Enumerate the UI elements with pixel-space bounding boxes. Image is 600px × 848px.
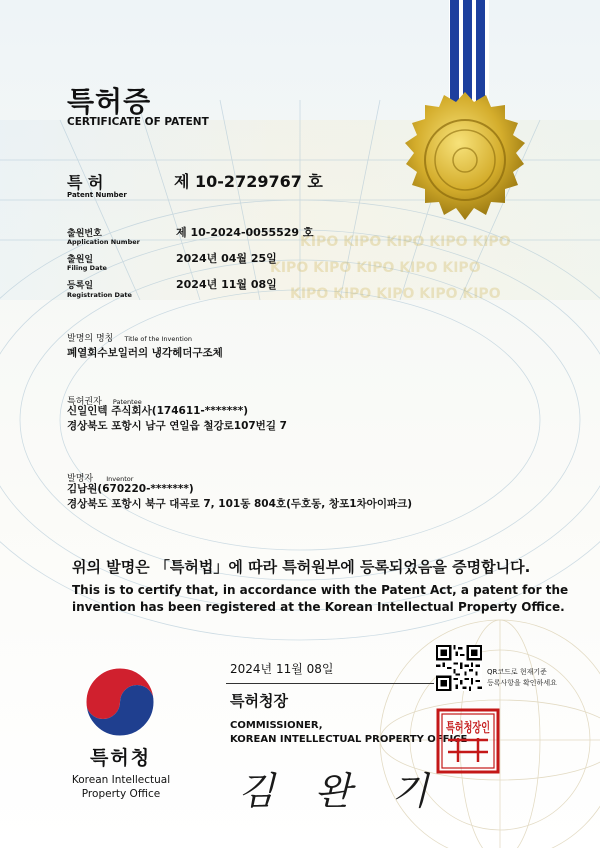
signature: 김 완 기 <box>238 769 443 813</box>
commissioner-title-en-2: KOREAN INTELLECTUAL PROPERTY OFFICE <box>230 734 468 745</box>
certification-statement-en-2: invention has been registered at the Korean Intellectual Property Office. <box>72 600 565 614</box>
application-number-label: 출원번호 <box>67 229 102 239</box>
certification-statement-en-1: This is to certify that, in accordance with the Patent Act, a patent for the <box>72 583 569 597</box>
filing-date-value: 2024년 04월 25일 <box>176 252 277 265</box>
qr-code-icon[interactable] <box>436 645 482 691</box>
divider <box>226 683 434 684</box>
filing-date-label-en: Filing Date <box>67 264 107 272</box>
patentee-name: 신일인텍 주식회사(174611-*******) <box>67 405 249 417</box>
patent-number-value: 제 10-2729767 호 <box>174 172 323 191</box>
filing-date-label: 출원일 <box>67 255 94 265</box>
watermark-text: KIPO KIPO KIPO KIPO KIPO <box>290 286 501 302</box>
watermark-text: KIPO KIPO KIPO KIPO KIPO <box>270 260 481 276</box>
registration-date-label-en: Registration Date <box>67 291 132 299</box>
commissioner-title-en-1: COMMISSIONER, <box>230 720 323 731</box>
organization-name: 특허청 <box>90 747 152 769</box>
qr-note-2: 등록사항을 확인하세요 <box>487 679 557 687</box>
commissioner-title: 특허청장 <box>230 692 288 710</box>
inventor-name: 김남원(670220-*******) <box>67 483 194 495</box>
certificate-title-en: CERTIFICATE OF PATENT <box>67 116 209 128</box>
inventor-address: 경상북도 포항시 북구 대곡로 7, 101동 804호(두호동, 창포1차아이파크) <box>67 498 413 510</box>
kipo-logo-icon <box>80 662 160 740</box>
patentee-label-en: Patentee <box>112 398 142 406</box>
inventor-label-en: Inventor <box>106 475 134 483</box>
issue-date: 2024년 11월 08일 <box>230 662 334 676</box>
application-number-label-en: Application Number <box>67 238 140 246</box>
invention-title: 폐열회수보일러의 냉각헤더구조체 <box>67 347 223 359</box>
invention-label-en: Title of the Invention <box>124 335 192 343</box>
certification-statement-ko: 위의 발명은 「특허법」에 따라 특허원부에 등록되었음을 증명합니다. <box>72 558 531 576</box>
invention-label-ko: 발명의 명칭 <box>67 334 114 344</box>
certificate-title: 특허증 <box>67 85 152 118</box>
patent-number-label-en: Patent Number <box>67 191 127 199</box>
watermark-text: KIPO KIPO KIPO KIPO KIPO <box>300 234 511 250</box>
ribbon-icon <box>449 0 489 110</box>
qr-note-1: QR코드로 현재기준 <box>487 668 547 676</box>
inventor-label-ko: 발명자 <box>67 474 94 484</box>
patent-number-label: 특 허 <box>67 173 104 192</box>
organization-name-en-2: Property Office <box>81 788 161 800</box>
registration-date-value: 2024년 11월 08일 <box>176 278 277 291</box>
seal-text: 특허청장인 <box>446 721 509 736</box>
application-number-value: 제 10-2024-0055529 호 <box>176 226 314 239</box>
organization-name-en-1: Korean Intellectual <box>71 774 171 786</box>
official-seal-icon <box>436 708 509 774</box>
patentee-address: 경상북도 포항시 남구 연일읍 철강로107번길 7 <box>67 420 287 432</box>
invention-label <box>67 326 192 345</box>
patentee-label-ko: 특허권자 <box>67 397 102 407</box>
registration-date-label: 등록일 <box>67 281 94 291</box>
